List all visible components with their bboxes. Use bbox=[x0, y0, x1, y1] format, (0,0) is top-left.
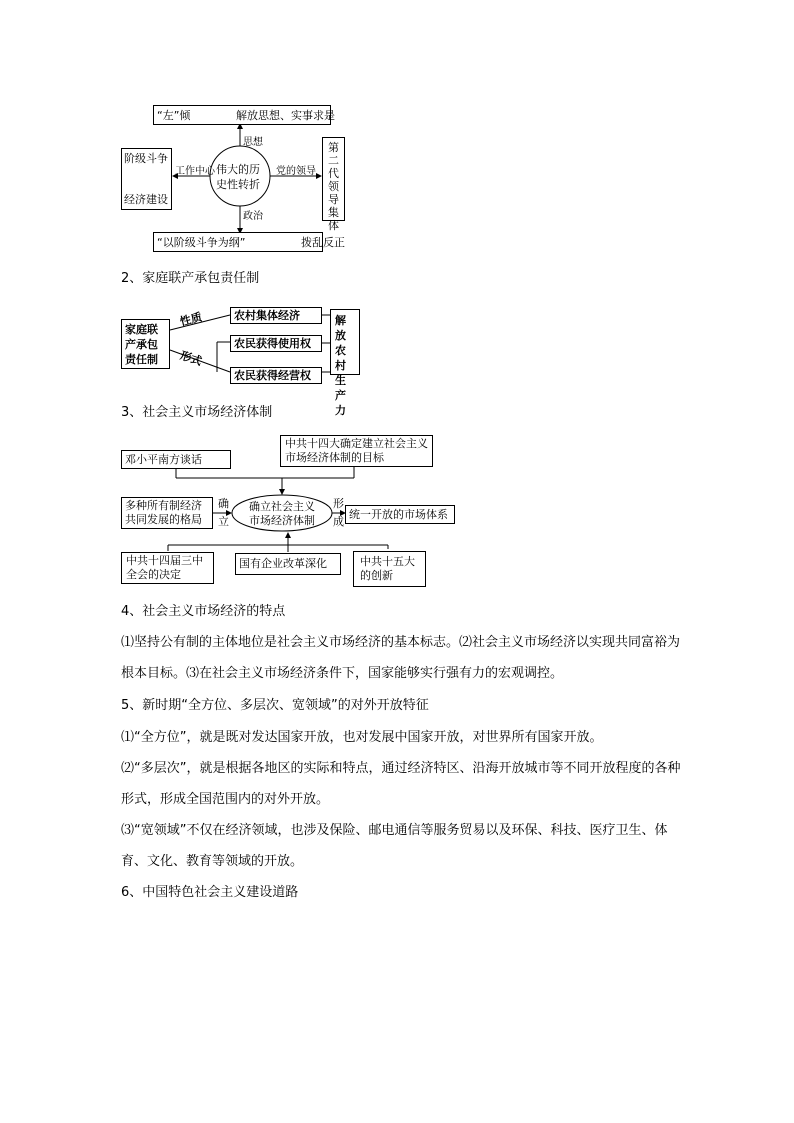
paragraph-wide-fields: ⑶“宽领域”不仅在经济领域，也涉及保险、邮电通信等服务贸易以及环保、科技、医疗卫生、体育、文化、教育等领域的开放。 bbox=[121, 823, 668, 869]
top-box-right: 解放思想、实事求是 bbox=[236, 109, 335, 122]
box-liberate-productivity: 解放农村生产力 bbox=[330, 309, 360, 375]
box-ownership-pattern: 多种所有制经济共同发展的格局 bbox=[121, 497, 213, 529]
box-deng-southern-talk: 邓小平南方谈话 bbox=[121, 450, 231, 469]
right-box-second-generation: 第二代领导集体 bbox=[322, 137, 345, 221]
label-thought: 思想 bbox=[243, 137, 263, 148]
box-collective-economy: 农村集体经济 bbox=[230, 307, 322, 324]
left-box-top: 阶级斗争 bbox=[124, 152, 168, 165]
label-work-center: 工作中心 bbox=[175, 166, 215, 177]
heading-market-economy-features: 4、社会主义市场经济的特点 bbox=[121, 604, 286, 619]
top-box-left: “左”倾 bbox=[157, 109, 191, 122]
paragraph-all-directions: ⑴“全方位”，就是既对发达国家开放，也对发展中国家开放，对世界所有国家开放。 bbox=[121, 730, 603, 745]
box-soe-reform: 国有企业改革深化 bbox=[235, 553, 341, 575]
label-form-1: 形 bbox=[333, 497, 344, 510]
label-politics: 政治 bbox=[243, 211, 263, 222]
household-box: 家庭联产承包责任制 bbox=[121, 319, 170, 369]
left-box-bottom: 经济建设 bbox=[124, 193, 168, 206]
box-14th-congress: 中共十四大确定建立社会主义市场经济体制的目标 bbox=[280, 435, 433, 467]
label-form-2: 成 bbox=[333, 515, 344, 528]
center-text-1: 伟大的历 bbox=[216, 163, 260, 176]
label-establish-2: 立 bbox=[218, 515, 229, 528]
heading-market-economy-system: 3、社会主义市场经济体制 bbox=[121, 405, 273, 420]
label-form: 形式 bbox=[178, 348, 204, 369]
bottom-box-right: 拨乱反正 bbox=[301, 236, 345, 249]
center-text-2: 市场经济体制 bbox=[249, 514, 315, 527]
center-text-2: 史性转折 bbox=[216, 178, 260, 191]
box-3rd-plenum: 中共十四届三中全会的决定 bbox=[121, 552, 214, 584]
box-operation-right: 农民获得经营权 bbox=[230, 367, 322, 384]
label-party-leadership: 党的领导 bbox=[276, 166, 316, 177]
box-15th-congress: 中共十五大的创新 bbox=[353, 551, 426, 587]
heading-socialist-road: 6、中国特色社会主义建设道路 bbox=[121, 885, 299, 900]
center-text-1: 确立社会主义 bbox=[249, 500, 315, 513]
paragraph-multi-level: ⑵“多层次”，就是根据各地区的实际和特点，通过经济特区、沿海开放城市等不同开放程度的各种形式，形成全国范围内的对外开放。 bbox=[121, 761, 681, 807]
heading-opening-up-features: 5、新时期“全方位、多层次、宽领域”的对外开放特征 bbox=[121, 698, 429, 713]
box-use-right: 农民获得使用权 bbox=[230, 335, 322, 352]
paragraph-features: ⑴坚持公有制的主体地位是社会主义市场经济的基本标志。⑵社会主义市场经济以实现共同富裕为根本目标。⑶在社会主义市场经济条件下，国家能够实行强有力的宏观调控。 bbox=[121, 635, 681, 681]
label-nature: 性质 bbox=[178, 310, 204, 329]
bottom-box-left: “以阶级斗争为纲” bbox=[157, 236, 246, 249]
heading-household-responsibility: 2、家庭联产承包责任制 bbox=[121, 271, 260, 286]
label-establish-1: 确 bbox=[218, 497, 229, 510]
box-unified-market: 统一开放的市场体系 bbox=[345, 505, 455, 524]
